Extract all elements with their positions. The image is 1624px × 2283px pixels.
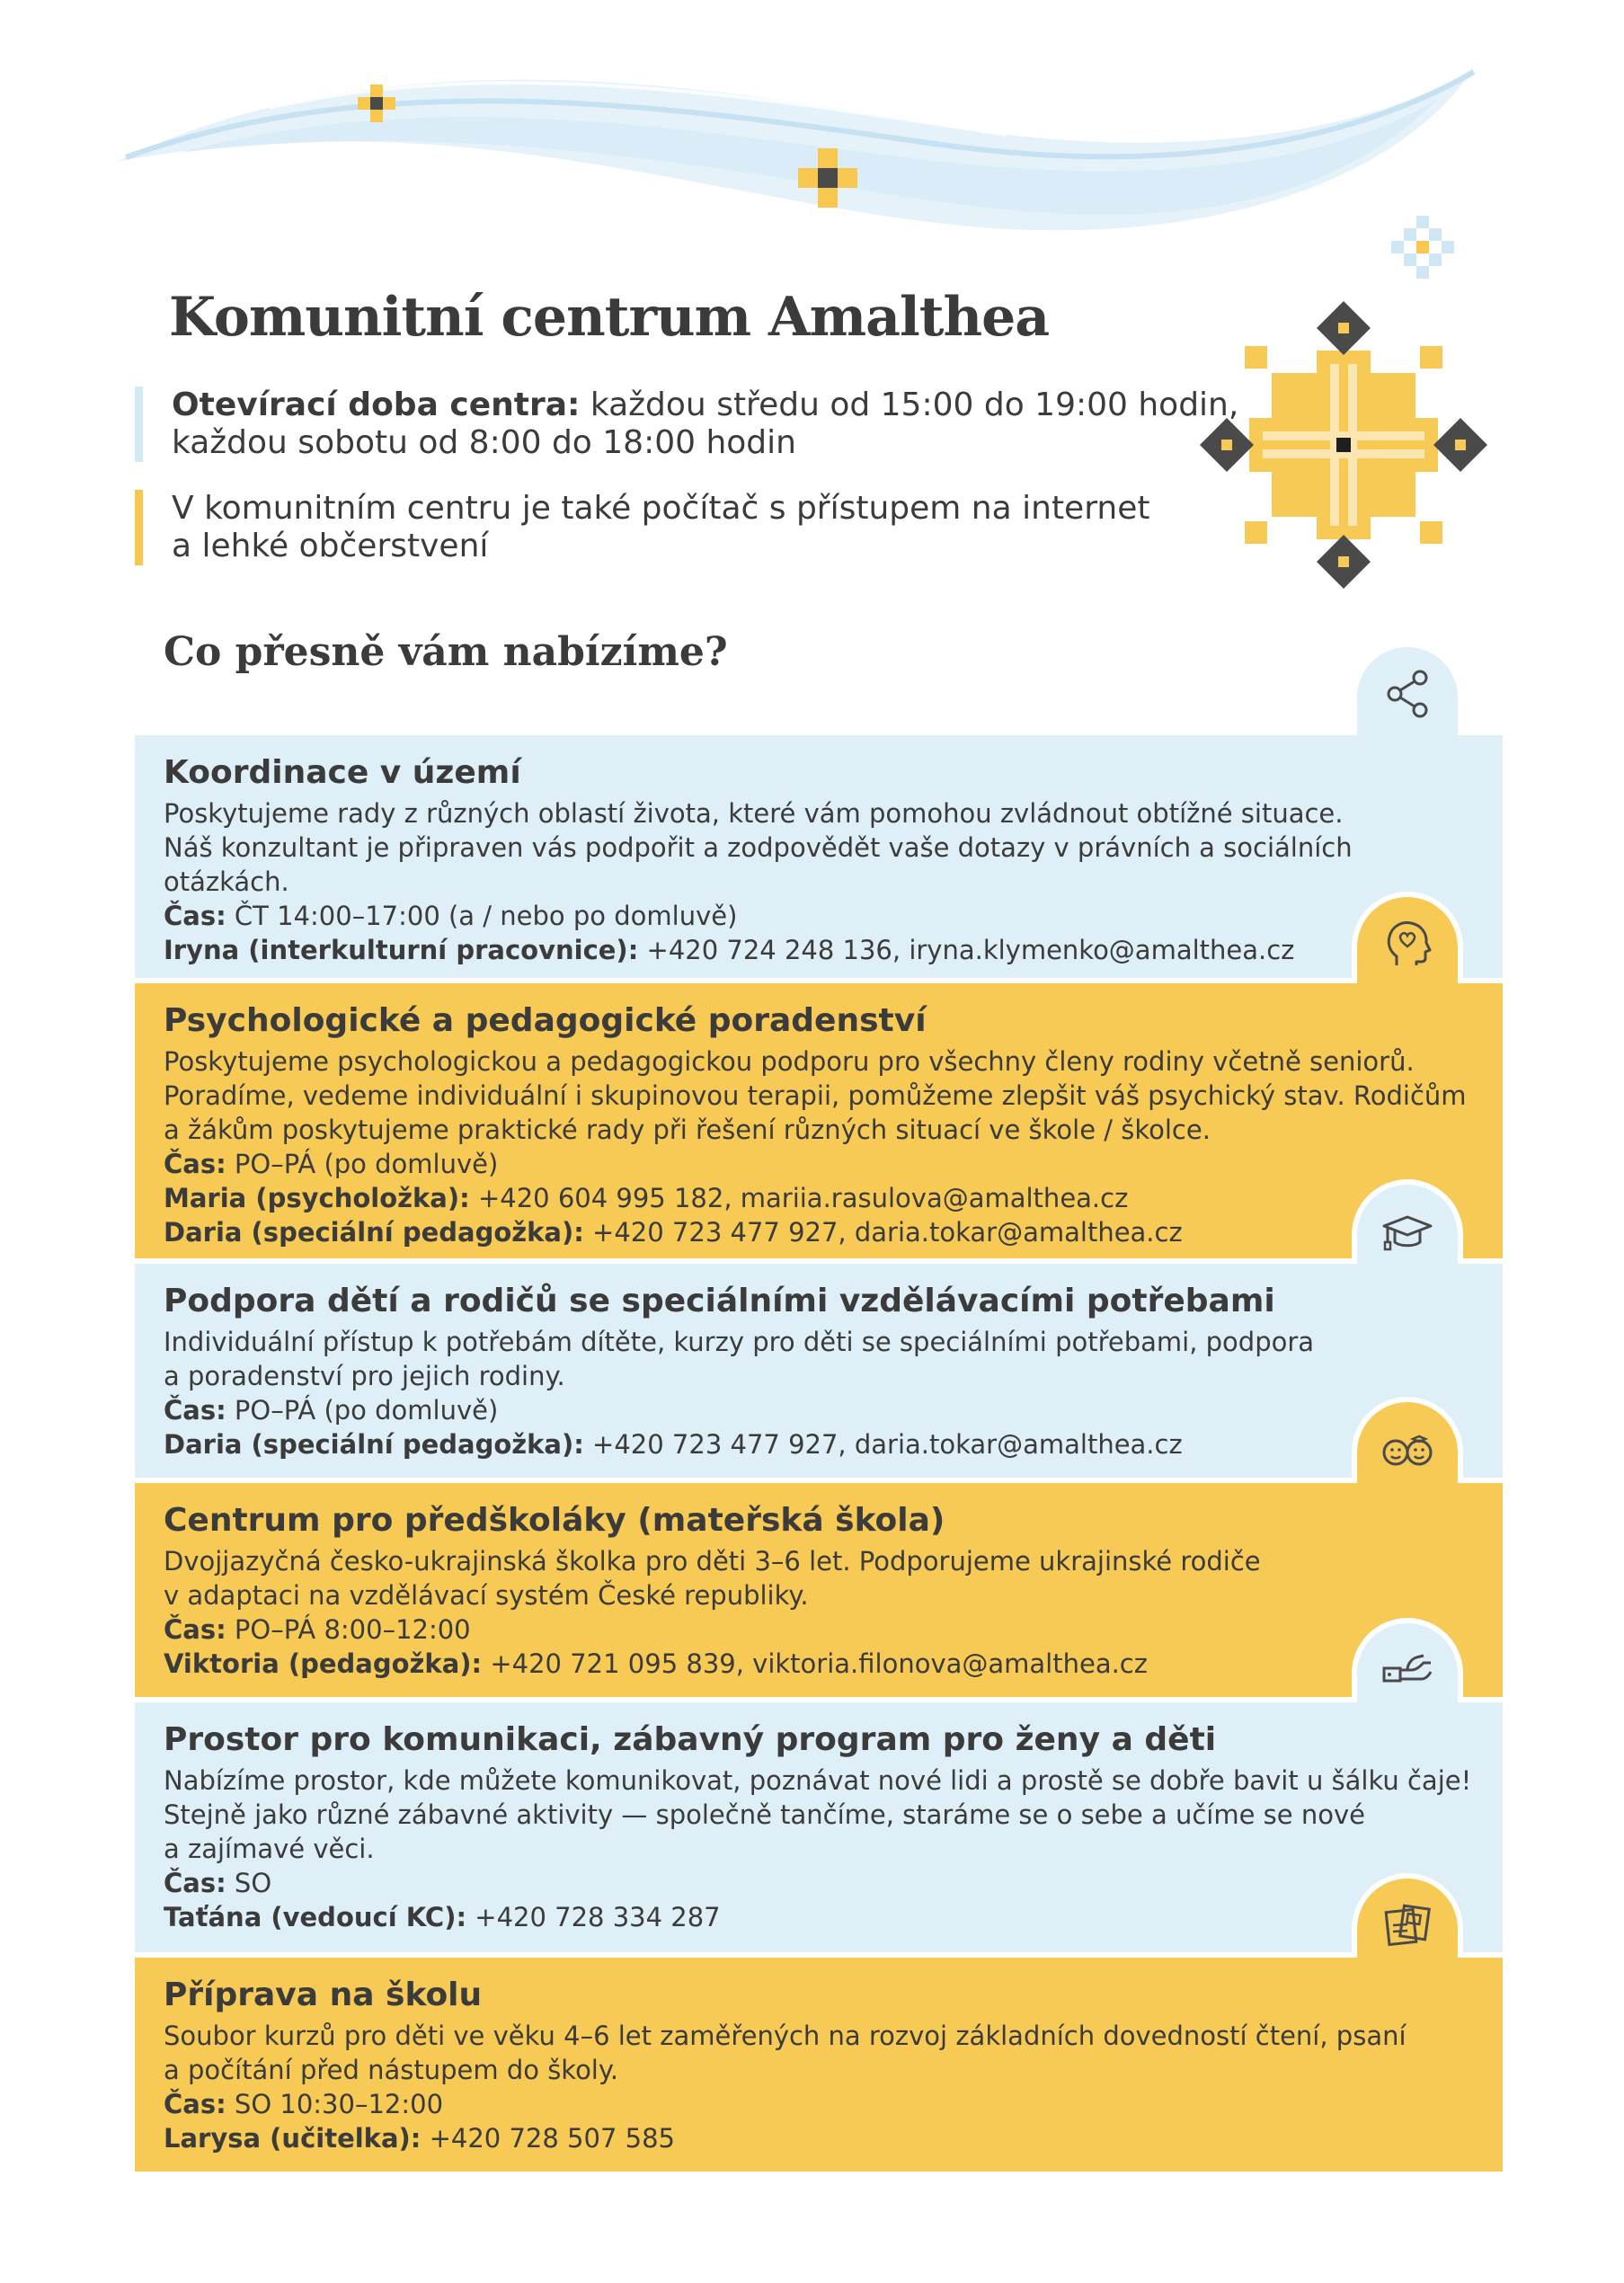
section-time [164, 1866, 1474, 1900]
section-time [164, 1147, 1474, 1181]
time-value: PO–PÁ (po domluvě) [226, 1395, 499, 1426]
contact-name: Daria (speciální pedagožka): [164, 1217, 584, 1248]
contact-details[interactable]: +420 723 477 927, daria.tokar@amalthea.cz [583, 1217, 1183, 1248]
children-faces-icon [1380, 1422, 1434, 1476]
contact-row [164, 1647, 1474, 1681]
contact-details[interactable]: +420 604 995 182, mariia.rasulova@amalthea.cz [469, 1183, 1129, 1213]
section-coordination [135, 735, 1503, 978]
section-special-needs [135, 1264, 1503, 1478]
opening-hours [135, 386, 1238, 462]
section-preschool [135, 1483, 1503, 1697]
hands-card-icon [1380, 1643, 1434, 1697]
section-description-line: Náš konzultant je připraven vás podpořit a zodpovědět vaše dotazy v právních a sociálních [164, 832, 1353, 863]
folk-ornament-icon [1195, 297, 1492, 593]
section-school-prep [135, 1958, 1503, 2172]
time-value: PO–PÁ (po domluvě) [226, 1149, 499, 1179]
decorative-wave-header [0, 0, 1624, 324]
share-tab [1357, 647, 1458, 737]
time-label: Čas: [164, 1868, 226, 1898]
section-description-line: Soubor kurzů pro děti ve věku 4–6 let zaměřených na rozvoj základních dovedností čtení, psaní [164, 2021, 1407, 2051]
opening-hours-label: Otevírací doba centra: [172, 386, 581, 423]
time-label: Čas: [164, 1614, 226, 1645]
contact-name: Larysa (učitelka): [164, 2123, 422, 2154]
section-time [164, 1612, 1474, 1647]
offer-heading: Co přesně vám nabízíme? [164, 629, 728, 675]
contact-row [164, 1181, 1474, 1215]
opening-hours-line1: každou středu od 15:00 do 19:00 hodin, [580, 386, 1239, 423]
contact-details[interactable]: +420 723 477 927, daria.tokar@amalthea.cz [583, 1429, 1183, 1460]
opening-hours-line2: každou sobotu od 8:00 do 18:00 hodin [172, 424, 796, 461]
section-community-space [135, 1702, 1503, 1952]
share-icon [1380, 667, 1434, 721]
time-value: PO–PÁ 8:00–12:00 [226, 1614, 471, 1645]
contact-name: Taťána (vedoucí KC): [164, 1902, 467, 1932]
light-blue-pixel-icon [1391, 216, 1454, 279]
amenities-note [135, 490, 1149, 565]
page-title: Komunitní centrum Amalthea [169, 286, 1050, 349]
section-description-line: Individuální přístup k potřebám dítěte, kurzy pro děti se speciálními potřebami, podpora [164, 1327, 1315, 1357]
contact-row [164, 1900, 1474, 1934]
section-description-line: a počítání před nástupem do školy. [164, 2055, 619, 2085]
section-title: Podpora dětí a rodičů se speciálními vzdělávacími potřebami [164, 1283, 1275, 1319]
amenities-line2: a lehké občerstvení [172, 528, 489, 564]
section-description-line: Stejně jako různé zábavné aktivity — společně tančíme, staráme se o sebe a učíme se nové [164, 1799, 1365, 1830]
contact-details[interactable]: +420 724 248 136, iryna.klymenko@amalthea.cz [638, 935, 1295, 965]
time-value: SO [226, 1868, 272, 1898]
contact-details[interactable]: +420 721 095 839, viktoria.filonova@amalthea.cz [482, 1648, 1148, 1679]
contact-row [164, 1215, 1474, 1249]
section-title: Příprava na školu [164, 1977, 483, 2013]
contact-details[interactable]: +420 728 334 287 [466, 1902, 721, 1932]
section-time [164, 899, 1474, 933]
section-description-line: Poskytujeme rady z různých oblastí života, které vám pomohou zvládnout obtížné situace. [164, 798, 1344, 829]
time-label: Čas: [164, 1395, 226, 1426]
time-label: Čas: [164, 1149, 226, 1179]
section-time [164, 1393, 1474, 1427]
section-description-line: otázkách. [164, 866, 289, 897]
amenities-line1: V komunitním centru je také počítač s přístupem na internet [172, 490, 1150, 527]
contact-row [164, 933, 1474, 967]
section-description-line: v adaptaci na vzdělávací systém České republiky. [164, 1580, 809, 1611]
contact-row [164, 2121, 1474, 2155]
section-description-line: Nabízíme prostor, kde můžete komunikovat, poznávat nové lidi a prostě se dobře bavit u šálku čaje! [164, 1765, 1472, 1796]
time-value: ČT 14:00–17:00 (a / nebo po domluvě) [226, 901, 738, 931]
section-title: Centrum pro předškoláky (mateřská škola) [164, 1502, 945, 1539]
section-description-line: a zajímavé věci. [164, 1834, 375, 1864]
contact-name: Iryna (interkulturní pracovnice): [164, 935, 639, 965]
time-label: Čas: [164, 2089, 226, 2119]
section-counseling [135, 983, 1503, 1258]
contact-row [164, 1427, 1474, 1461]
section-description-line: Poskytujeme psychologickou a pedagogickou podporu pro všechny členy rodiny včetně seniorů. [164, 1046, 1415, 1077]
section-description-line: a poradenství pro jejich rodiny. [164, 1361, 565, 1391]
time-label: Čas: [164, 901, 226, 931]
time-value: SO 10:30–12:00 [226, 2089, 444, 2119]
contact-name: Daria (speciální pedagožka): [164, 1429, 584, 1460]
section-title: Koordinace v území [164, 754, 521, 791]
contact-details[interactable]: +420 728 507 585 [421, 2123, 675, 2154]
section-description-line: Poradíme, vedeme individuální i skupinovou terapii, pomůžeme zlepšit váš psychický stav. Rodičům [164, 1080, 1467, 1111]
head-heart-icon [1380, 917, 1434, 971]
photo-cards-icon [1380, 1898, 1434, 1952]
section-title: Psychologické a pedagogické poradenství [164, 1002, 927, 1039]
section-title: Prostor pro komunikaci, zábavný program pro ženy a děti [164, 1721, 1217, 1758]
graduation-cap-icon [1380, 1204, 1434, 1258]
contact-name: Viktoria (pedagožka): [164, 1648, 483, 1679]
section-time [164, 2087, 1474, 2121]
section-description-line: Dvojjazyčná česko-ukrajinská školka pro děti 3–6 let. Podporujeme ukrajinské rodiče [164, 1546, 1261, 1577]
section-description-line: a žákům poskytujeme praktické rady při řešení různých situací ve škole / školce. [164, 1115, 1211, 1145]
contact-name: Maria (psycholožka): [164, 1183, 470, 1213]
